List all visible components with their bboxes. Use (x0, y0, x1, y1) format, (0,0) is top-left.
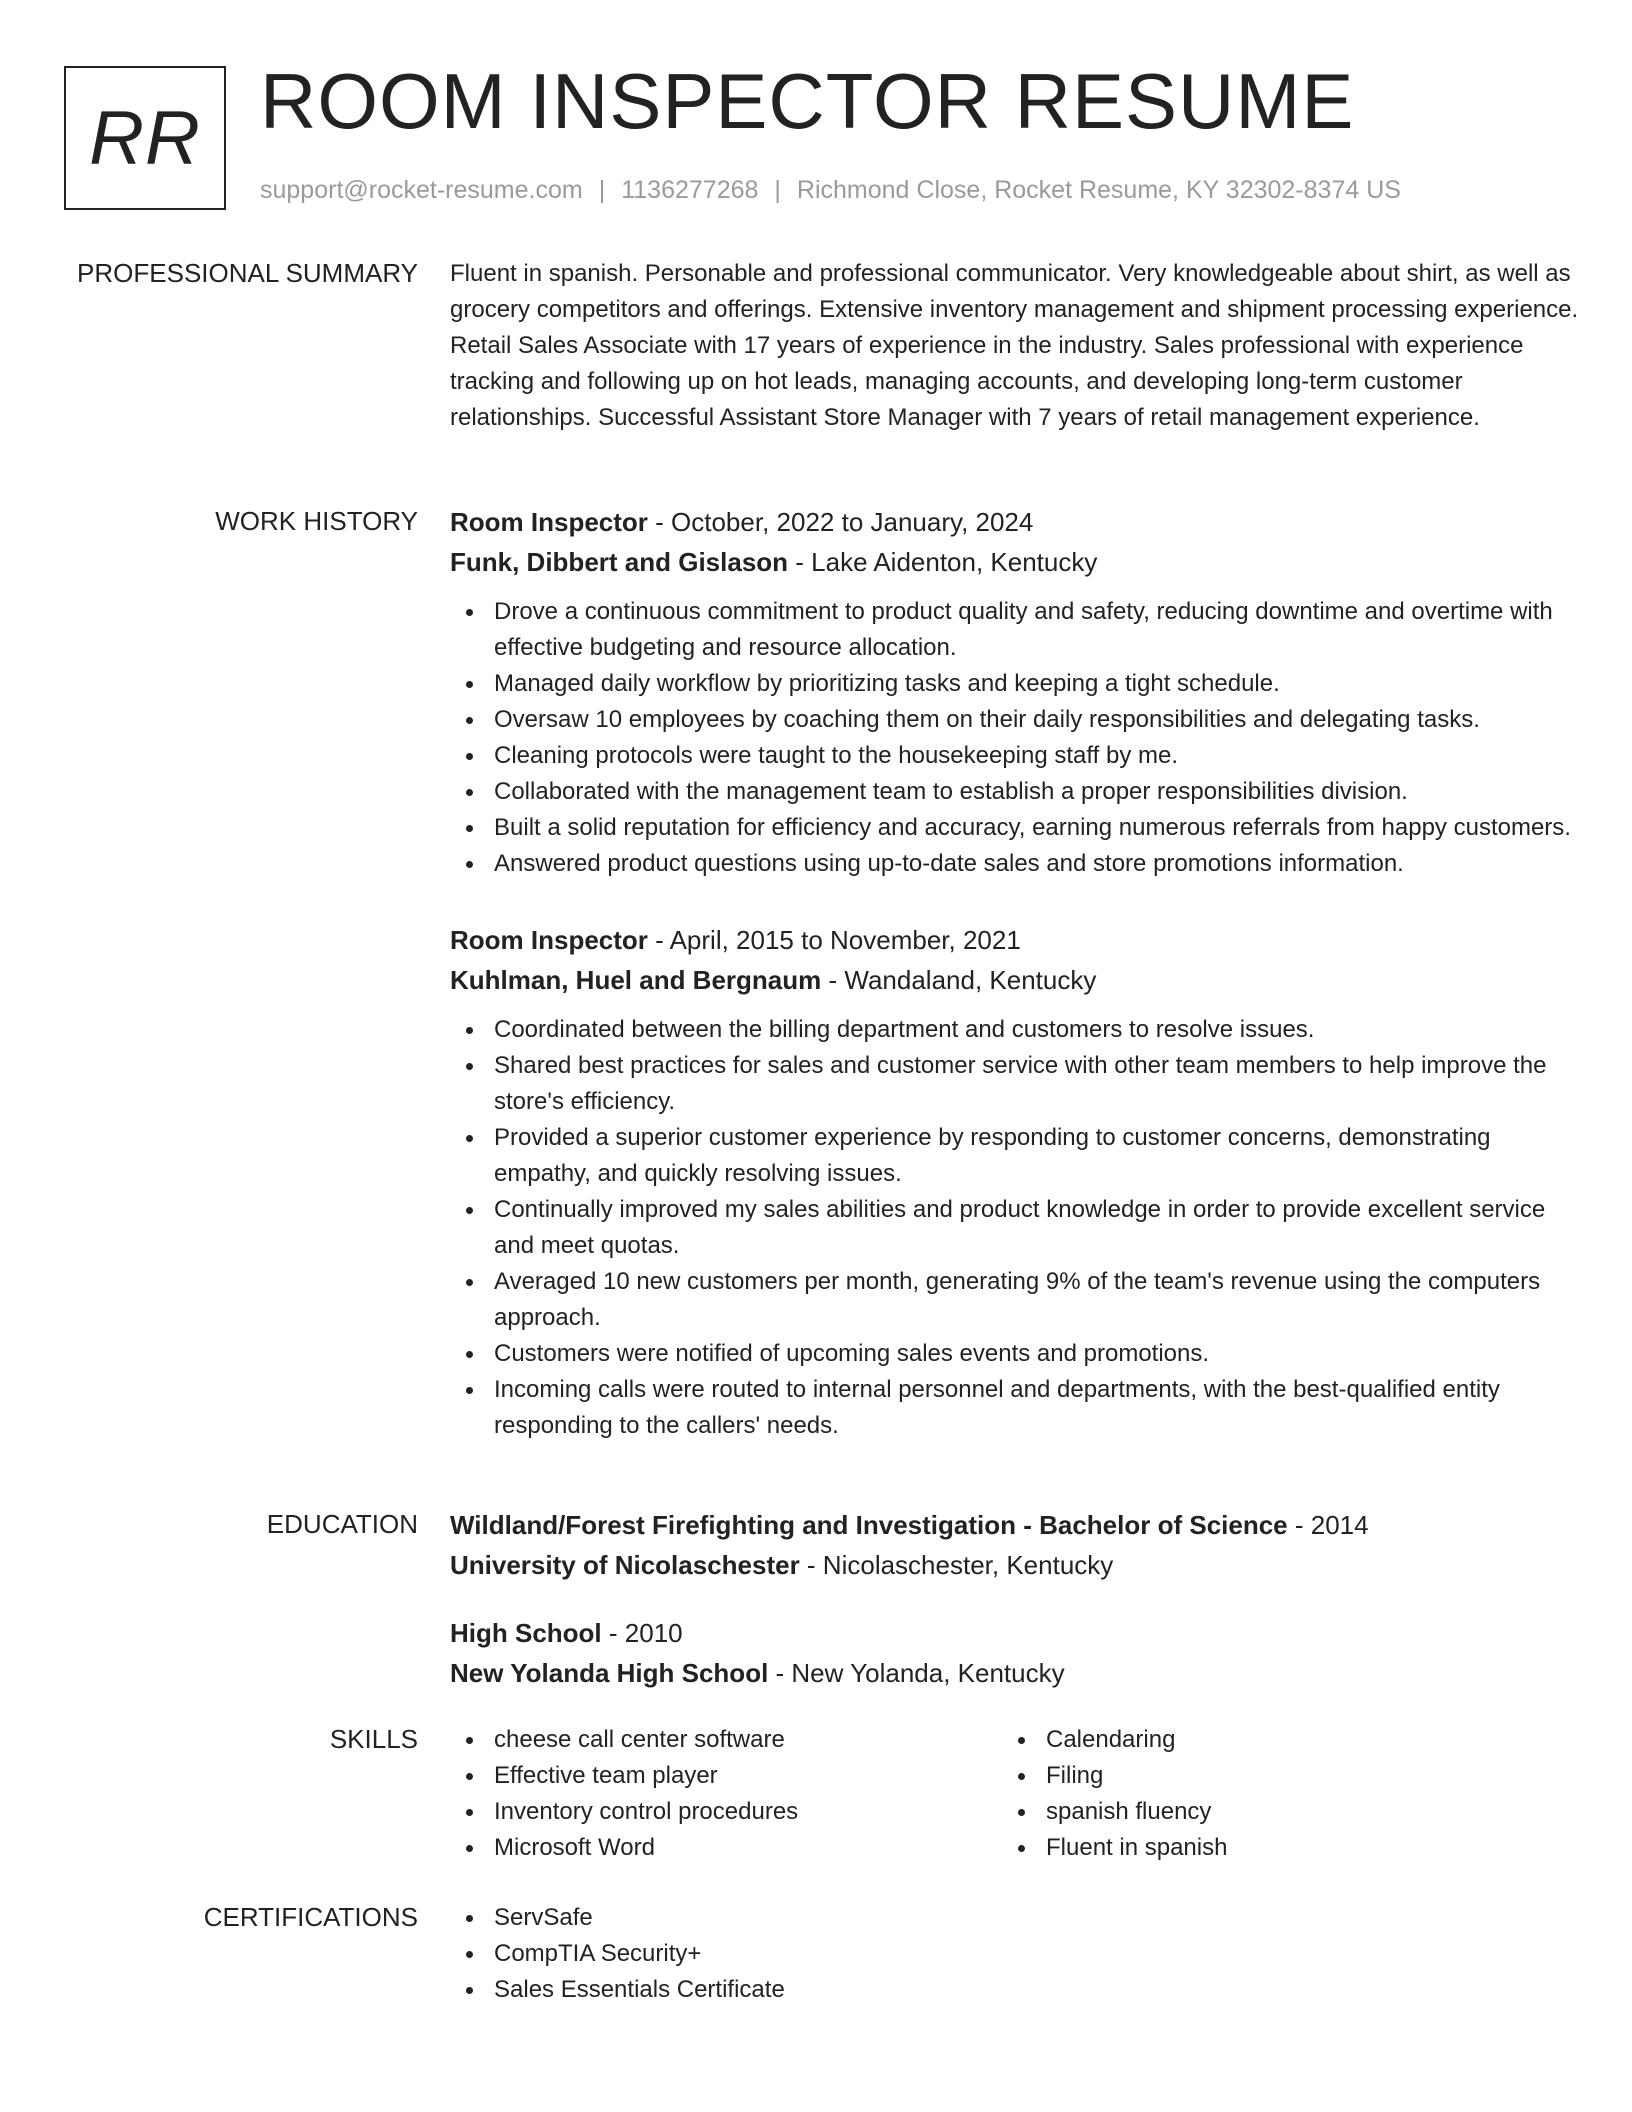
list-item: Collaborated with the management team to establish a proper responsibilities division. (450, 774, 1580, 810)
certifications-list (450, 1900, 1580, 2008)
list-item: CompTIA Security+ (450, 1936, 1580, 1972)
job-bullets (450, 594, 1580, 882)
job-company: Kuhlman, Huel and Bergnaum (450, 965, 822, 995)
list-item: Cleaning protocols were taught to the housekeeping staff by me. (450, 738, 1580, 774)
list-item: Microsoft Word (450, 1830, 1002, 1866)
list-item: Inventory control procedures (450, 1794, 1002, 1830)
list-item: Averaged 10 new customers per month, generating 9% of the team's revenue using the computers approach. (450, 1264, 1580, 1336)
job-entry (450, 502, 1580, 882)
graduation-year: - 2014 (1287, 1510, 1369, 1540)
list-item: Shared best practices for sales and customer service with other team members to help improve the store's efficiency. (450, 1048, 1580, 1120)
school-location: - Nicolaschester, Kentucky (799, 1550, 1114, 1580)
list-item: Oversaw 10 employees by coaching them on their daily responsibilities and delegating tasks. (450, 702, 1580, 738)
job-entry (450, 920, 1580, 1444)
list-item: Answered product questions using up-to-date sales and store promotions information. (450, 846, 1580, 882)
list-item: Built a solid reputation for efficiency and accuracy, earning numerous referrals from happy customers. (450, 810, 1580, 846)
job-location: - Wandaland, Kentucky (821, 965, 1097, 995)
section-label-certifications: CERTIFICATIONS (203, 1902, 418, 1932)
skills-list-left (450, 1722, 1002, 1866)
job-title-line (450, 502, 1580, 542)
job-title-line (450, 920, 1580, 960)
job-location: - Lake Aidenton, Kentucky (788, 547, 1098, 577)
skills-list-right (1002, 1722, 1554, 1866)
list-item: Provided a superior customer experience by responding to customer concerns, demonstrating empathy, and quickly resolving issues. (450, 1120, 1580, 1192)
school-line (450, 1545, 1580, 1585)
job-dates: - October, 2022 to January, 2024 (647, 507, 1034, 537)
skills-body (450, 1722, 1580, 1866)
list-item: Coordinated between the billing department and customers to resolve issues. (450, 1012, 1580, 1048)
contact-address: Richmond Close, Rocket Resume, KY 32302-8374 US (796, 176, 1401, 204)
contact-separator: | (774, 176, 781, 204)
job-title: Room Inspector (450, 925, 648, 955)
school-location: - New Yolanda, Kentucky (768, 1658, 1065, 1688)
list-item: Calendaring (1002, 1722, 1554, 1758)
degree: Wildland/Forest Firefighting and Investigation - Bachelor of Science (450, 1510, 1288, 1540)
list-item: ServSafe (450, 1900, 1580, 1936)
graduation-year: - 2010 (601, 1618, 683, 1648)
list-item: Effective team player (450, 1758, 1002, 1794)
work-entries (450, 502, 1580, 1444)
degree-line (450, 1505, 1580, 1545)
school: University of Nicolaschester (450, 1550, 800, 1580)
list-item: Filing (1002, 1758, 1554, 1794)
list-item: Sales Essentials Certificate (450, 1972, 1580, 2008)
job-company: Funk, Dibbert and Gislason (450, 547, 789, 577)
list-item: Drove a continuous commitment to product quality and safety, reducing downtime and overtime with effective budgeting and resource allocation. (450, 594, 1580, 666)
contact-email: support@rocket-resume.com (260, 176, 583, 204)
certifications-body (450, 1900, 1580, 2008)
section-label-education: EDUCATION (266, 1509, 418, 1539)
school: New Yolanda High School (450, 1658, 769, 1688)
job-bullets (450, 1012, 1580, 1444)
section-label-summary: PROFESSIONAL SUMMARY (77, 258, 418, 288)
job-company-line (450, 960, 1580, 1000)
degree: High School (450, 1618, 602, 1648)
contact-separator: | (598, 176, 606, 204)
list-item: Customers were notified of upcoming sales events and promotions. (450, 1336, 1580, 1372)
page-title: ROOM INSPECTOR RESUME (260, 57, 1355, 145)
list-item: Fluent in spanish (1002, 1830, 1554, 1866)
degree-line (450, 1613, 1580, 1653)
job-dates: - April, 2015 to November, 2021 (647, 925, 1021, 955)
section-label-work: WORK HISTORY (215, 506, 418, 536)
contact-line (260, 176, 1401, 205)
job-title: Room Inspector (450, 507, 648, 537)
contact-phone: 1136277268 (621, 176, 759, 204)
section-label-skills: SKILLS (329, 1724, 418, 1754)
monogram-logo: RR (64, 66, 226, 210)
list-item: cheese call center software (450, 1722, 1002, 1758)
list-item: Managed daily workflow by prioritizing tasks and keeping a tight schedule. (450, 666, 1580, 702)
summary-text: Fluent in spanish. Personable and professional communicator. Very knowledgeable about shirt, as well as grocery competitors and offerings. Extensive inventory management and shipment processing experience. Retail Sales Associate with 17 years of experience in the industry. Sales professional with experience tracking and following up on hot leads, managing accounts, and developing long-term customer relationships. Successful Assistant Store Manager with 7 years of retail management experience. (450, 260, 1579, 431)
skills-columns (450, 1722, 1580, 1866)
list-item: spanish fluency (1002, 1794, 1554, 1830)
job-company-line (450, 542, 1580, 582)
school-line (450, 1653, 1580, 1693)
list-item: Incoming calls were routed to internal personnel and departments, with the best-qualified entity responding to the callers' needs. (450, 1372, 1580, 1444)
education-entry (450, 1613, 1580, 1693)
list-item: Continually improved my sales abilities and product knowledge in order to provide excellent service and meet quotas. (450, 1192, 1580, 1264)
education-entry (450, 1505, 1580, 1585)
education-entries (450, 1505, 1580, 1693)
